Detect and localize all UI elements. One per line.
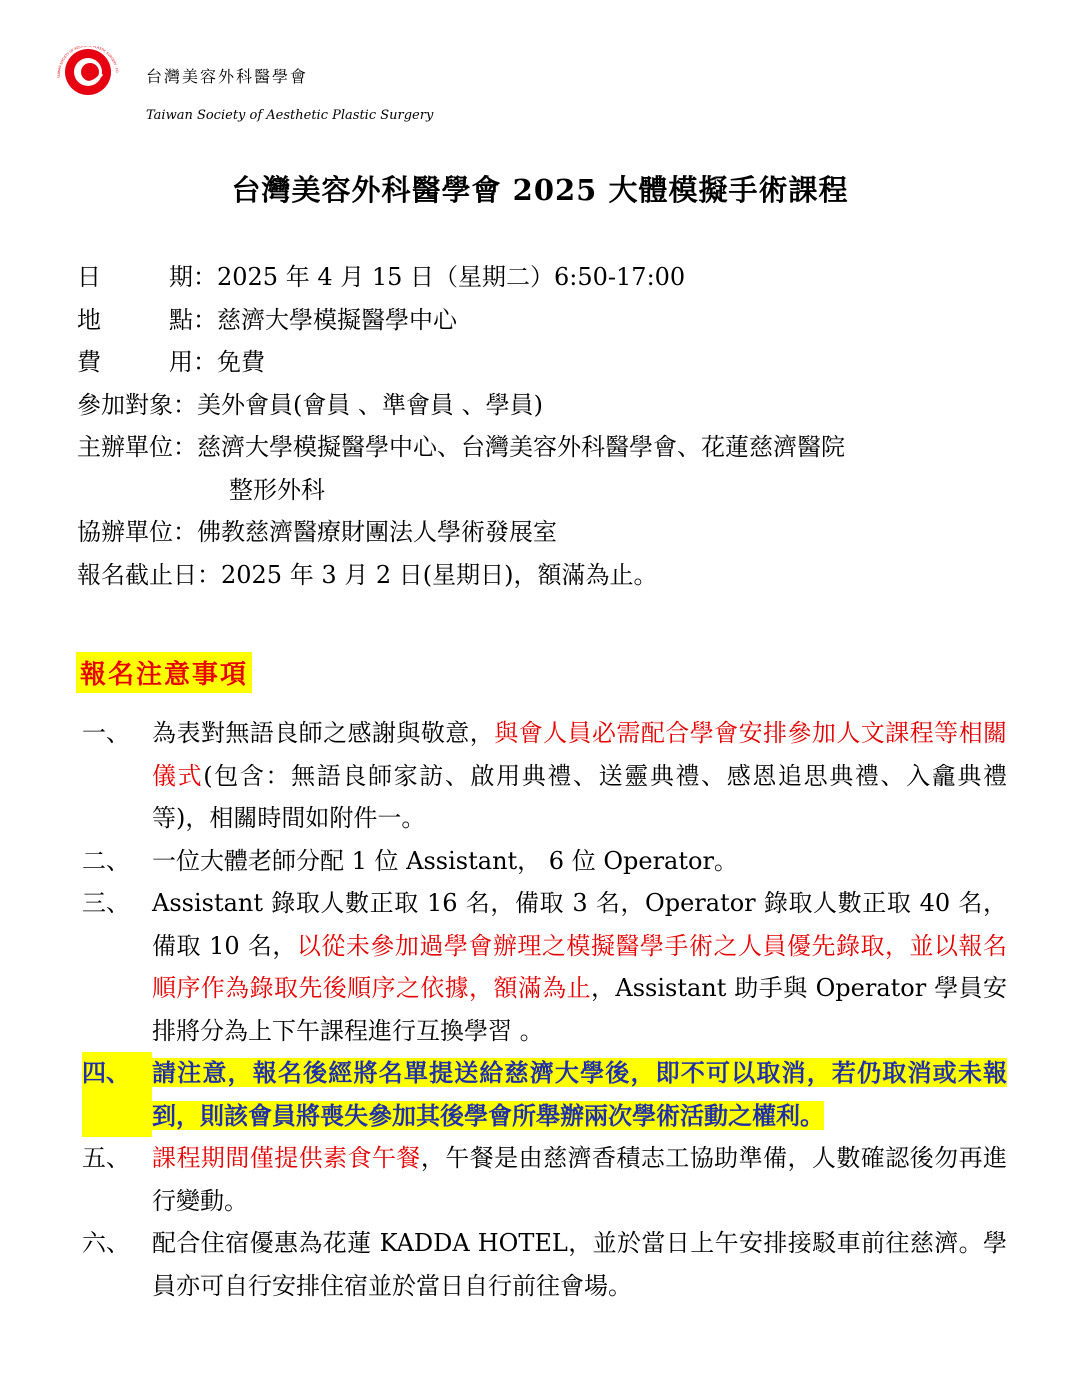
item-text: 配合住宿優惠為花蓮 KADDA HOTEL，並於當日上午安排接駁車前往慈濟。學員亦可自行安排住宿並於當日自行前往會場。 xyxy=(152,1229,1007,1300)
host-label: 主辦單位： xyxy=(77,433,197,461)
notice-title: 報名注意事項 xyxy=(76,652,252,693)
host-value-cont: 整形外科 xyxy=(229,475,325,504)
deadline-row xyxy=(77,554,1017,597)
notice-item-6 xyxy=(82,1222,1007,1307)
item-text: 請注意，報名後經將名單提送給慈濟大學後，即不可以取消，若仍取消或未報到，則該會員將喪失參加其後學會所舉辦兩次學術活動之權利。 xyxy=(152,1058,1007,1130)
co-organizer-row xyxy=(77,511,1017,554)
host-row-cont xyxy=(77,469,1017,512)
logo-arc-text: TAIWAN SOCIETY OF AESTH C PLASTIC SURGERY · FO xyxy=(56,46,120,79)
society-logo xyxy=(52,46,124,104)
date-row xyxy=(77,256,1017,299)
place-label: 地 點： xyxy=(77,305,217,334)
notice-item-2 xyxy=(82,840,1007,883)
fee-value: 免費 xyxy=(217,348,265,376)
co-organizer-value: 佛教慈濟醫療財團法人學術發展室 xyxy=(197,518,557,546)
host-value: 慈濟大學模擬醫學中心、台灣美容外科醫學會、花蓮慈濟醫院 xyxy=(197,433,845,461)
page-title: 台灣美容外科醫學會 2025 大體模擬手術課程 xyxy=(231,173,849,207)
item-number: 六、 xyxy=(82,1229,130,1257)
date-label: 日 期： xyxy=(77,263,217,291)
fee-row xyxy=(77,341,1017,384)
place-value: 慈濟大學模擬醫學中心 xyxy=(217,305,457,334)
target-value: 美外會員(會員 、準會員 、學員) xyxy=(197,390,543,419)
target-row xyxy=(77,384,1017,427)
date-value: 2025 年 4 月 15 日（星期二）6:50-17:00 xyxy=(217,263,686,291)
item-text: 一位大體老師分配 1 位 Assistant， 6 位 Operator。 xyxy=(152,846,738,875)
item-number: 四、 xyxy=(82,1052,152,1137)
event-info xyxy=(77,256,1017,596)
notice-list xyxy=(82,712,1007,1307)
org-name-zh: 台灣美容外科醫學會 xyxy=(146,67,309,86)
item-number: 五、 xyxy=(82,1144,130,1172)
item-number: 二、 xyxy=(82,846,130,875)
org-name-en: Taiwan Society of Aesthetic Plastic Surgery xyxy=(146,108,434,123)
notice-item-5 xyxy=(82,1137,1007,1222)
item-number: 三、 xyxy=(82,889,130,917)
fee-label: 費 用： xyxy=(77,348,217,376)
item-text: 為表對無語良師之感謝與敬意，與會人員必需配合學會安排參加人文課程等相關儀式(包含：無語良師家訪、啟用典禮、送靈典禮、感恩追思典禮、入龕典禮等)，相關時間如附件一。 xyxy=(152,719,1008,832)
deadline-label: 報名截止日： xyxy=(77,560,221,589)
co-organizer-label: 協辦單位： xyxy=(77,518,197,546)
notice-item-1 xyxy=(82,712,1007,840)
deadline-value: 2025 年 3 月 2 日(星期日)，額滿為止。 xyxy=(221,560,658,589)
item-text: 課程期間僅提供素食午餐，午餐是由慈濟香積志工協助準備，人數確認後勿再進行變動。 xyxy=(152,1144,1008,1215)
host-row xyxy=(77,426,1017,469)
place-row xyxy=(77,299,1017,342)
target-label: 參加對象： xyxy=(77,390,197,419)
notice-item-3 xyxy=(82,882,1007,1052)
item-text: Assistant 錄取人數正取 16 名，備取 3 名，Operator 錄取人數正取 40 名，備取 10 名，以從未參加過學會辦理之模擬醫學手術之人員優先錄取，並以報名順序作為錄取先後順序之依據，額滿為止，Assistant 助手與 Operator 學員安排將分為上下午課程進行互換學習 。 xyxy=(152,889,1008,1045)
notice-item-4 xyxy=(82,1052,1007,1137)
item-number: 一、 xyxy=(82,719,130,747)
